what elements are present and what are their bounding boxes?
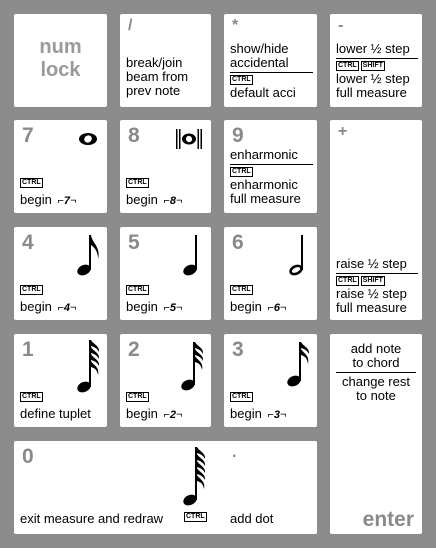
begin-label: begin xyxy=(126,299,158,314)
six-key[interactable]: 6 CTRL begin ⌐6¬ xyxy=(224,227,317,320)
minus-label-2: lower ½ step xyxy=(336,71,410,86)
one-key-char: 1 xyxy=(22,338,34,361)
three-key-char: 3 xyxy=(232,338,244,361)
divider xyxy=(336,58,418,59)
ctrl-badge: CTRL xyxy=(128,286,147,293)
plus-key[interactable] xyxy=(330,120,422,320)
plus-label-3: full measure xyxy=(336,300,407,315)
quarter-note-icon xyxy=(182,233,202,277)
sixtyfourth-note-icon xyxy=(76,338,102,394)
minus-label-1: lower ½ step xyxy=(336,41,410,56)
enter-label-3: change rest xyxy=(342,374,410,389)
enter-key[interactable] xyxy=(330,334,422,534)
tuplet-number: 7 xyxy=(63,195,70,207)
numlock-key[interactable] xyxy=(14,14,107,107)
add-dot-label: add dot xyxy=(230,511,274,526)
ctrl-badge: CTRL xyxy=(22,393,41,400)
eighth-note-icon xyxy=(76,233,102,277)
five-key[interactable]: 5 CTRL begin ⌐5¬ xyxy=(120,227,211,320)
zero-key-char: 0 xyxy=(22,445,34,468)
enter-label-2: to chord xyxy=(352,355,400,370)
slash-label-3: prev note xyxy=(126,83,181,98)
hundredtwentyeighth-note-icon xyxy=(182,445,208,507)
ctrl-badge: CTRL xyxy=(232,76,251,83)
ctrl-badge: CTRL xyxy=(128,179,147,186)
begin-label: begin xyxy=(230,299,262,314)
enter-key-char: enter xyxy=(362,508,414,531)
five-key-char: 5 xyxy=(128,231,140,254)
divider xyxy=(230,72,313,73)
eight-key[interactable]: 8 CTRL begin ⌐8¬ xyxy=(120,120,211,213)
sixteenth-note-icon xyxy=(286,340,312,388)
star-key[interactable] xyxy=(224,14,317,107)
six-key-char: 6 xyxy=(232,231,244,254)
ctrl-badge: CTRL xyxy=(186,513,205,520)
begin-label: begin xyxy=(126,192,158,207)
minus-key-char: - xyxy=(338,17,344,34)
one-key[interactable] xyxy=(14,334,107,427)
tuplet-number: 5 xyxy=(169,302,176,314)
divider xyxy=(336,372,416,373)
ctrl-badge: CTRL xyxy=(338,277,357,284)
star-label-3: default acci xyxy=(230,85,296,100)
ctrl-badge: CTRL xyxy=(338,62,357,69)
minus-key[interactable] xyxy=(330,14,422,107)
tuplet-number: 6 xyxy=(273,302,280,314)
nine-key-char: 9 xyxy=(232,124,244,147)
two-key-char: 2 xyxy=(128,338,140,361)
three-key[interactable]: 3 CTRL begin ⌐3¬ xyxy=(224,334,317,427)
ctrl-badge: CTRL xyxy=(128,393,147,400)
enter-label-4: to note xyxy=(356,388,396,403)
ctrl-badge: CTRL xyxy=(22,179,41,186)
ctrl-badge: CTRL xyxy=(232,286,251,293)
tuplet-number: 8 xyxy=(169,195,176,207)
nine-label-2: enharmonic xyxy=(230,177,298,192)
divider xyxy=(230,164,313,165)
shift-badge: SHIFT xyxy=(362,277,383,284)
ctrl-badge: CTRL xyxy=(232,393,251,400)
ctrl-badge: CTRL xyxy=(22,286,41,293)
slash-label-1: break/join xyxy=(126,55,183,70)
four-key[interactable]: 4 CTRL begin ⌐4¬ xyxy=(14,227,107,320)
seven-key[interactable]: 7 CTRL begin ⌐7¬ xyxy=(14,120,107,213)
eight-key-char: 8 xyxy=(128,124,140,147)
begin-label: begin xyxy=(126,406,158,421)
seven-key-char: 7 xyxy=(22,124,34,147)
plus-key-char: + xyxy=(338,123,348,140)
ctrl-badge: CTRL xyxy=(232,168,251,175)
slash-key[interactable] xyxy=(120,14,211,107)
numlock-label-1: num xyxy=(39,36,82,58)
exit-measure-label: exit measure and redraw xyxy=(20,511,164,526)
plus-label-2: raise ½ step xyxy=(336,286,407,301)
begin-label: begin xyxy=(230,406,262,421)
numlock-label-2: lock xyxy=(40,59,81,81)
nine-label-1: enharmonic xyxy=(230,147,298,162)
minus-label-3: full measure xyxy=(336,85,407,100)
nine-label-3: full measure xyxy=(230,191,301,206)
dot-key-char: . xyxy=(232,444,237,461)
star-label-1: show/hide xyxy=(230,41,289,56)
slash-key-char: / xyxy=(128,17,133,34)
whole-note-icon xyxy=(76,130,100,148)
nine-key[interactable] xyxy=(224,120,317,213)
enter-label-1: add note xyxy=(350,341,402,356)
tuplet-number: 2 xyxy=(169,409,176,421)
breve-note-icon xyxy=(174,128,204,150)
tuplet-number: 4 xyxy=(63,302,70,314)
divider xyxy=(336,273,418,274)
half-note-icon xyxy=(288,233,308,277)
thirtysecond-note-icon xyxy=(180,340,206,392)
slash-label-2: beam from xyxy=(126,69,189,84)
star-label-2: accidental xyxy=(230,55,289,70)
dot-key[interactable] xyxy=(224,441,317,534)
define-tuplet-label: define tuplet xyxy=(20,406,91,421)
begin-label: begin xyxy=(20,299,52,314)
four-key-char: 4 xyxy=(22,231,34,254)
plus-label-1: raise ½ step xyxy=(336,256,407,271)
tuplet-number: 3 xyxy=(273,409,280,421)
star-key-char: * xyxy=(232,17,239,34)
two-key[interactable]: 2 CTRL begin ⌐2¬ xyxy=(120,334,211,427)
begin-label: begin xyxy=(20,192,52,207)
shift-badge: SHIFT xyxy=(362,62,383,69)
